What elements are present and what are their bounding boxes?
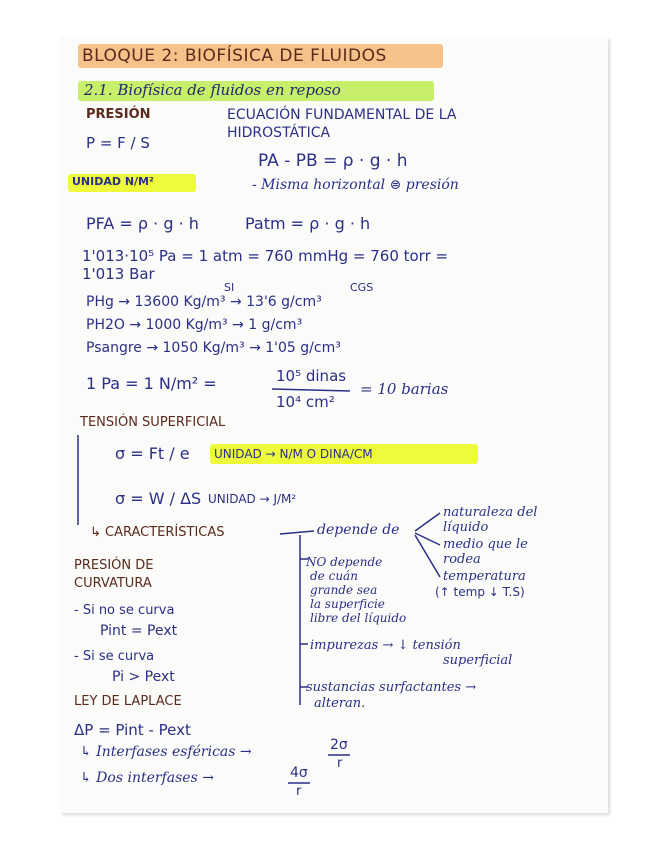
ecuacion-title-2: HIDROSTÁTICA: [227, 125, 331, 141]
surfactantes-1: sustancias surfactantes →: [306, 680, 477, 695]
tension-unit-1: UNIDAD → N/M O DINA/CM: [214, 447, 373, 461]
pa-numerator: 10⁵ dinas: [276, 367, 347, 385]
naturaleza-1: naturaleza del: [443, 505, 538, 520]
no-depende-1: NO depende: [306, 555, 383, 569]
curvatura-line-4: Pi > Pext: [112, 669, 175, 685]
naturaleza-2: líquido: [443, 520, 489, 535]
curvatura-label-1: PRESIÓN DE: [74, 558, 154, 573]
presion-unidad: UNIDAD N/M²: [72, 175, 154, 188]
density-sangre: Psangre → 1050 Kg/m³ → 1'05 g/cm³: [86, 340, 341, 356]
no-depende-2: de cuán: [310, 569, 358, 583]
atm-line-1: 1'013·10⁵ Pa = 1 atm = 760 mmHg = 760 torr =: [82, 247, 449, 265]
cgs-label: CGS: [350, 281, 374, 294]
impurezas-2: superficial: [443, 653, 513, 668]
ecuacion-title-1: ECUACIÓN FUNDAMENTAL DE LA: [227, 107, 457, 123]
density-h2o: PH2O → 1000 Kg/m³ → 1 g/cm³: [86, 317, 303, 333]
laplace-esfericas-num: 2σ: [330, 737, 348, 753]
laplace-dos: ↳ Dos interfases →: [80, 770, 214, 786]
density-hg: PHg → 13600 Kg/m³ → 13'6 g/cm³: [86, 294, 322, 310]
caracteristicas-label: ↳ CARACTERÍSTICAS: [90, 525, 225, 540]
pfa-formula: PFA = ρ · g · h: [86, 214, 199, 233]
laplace-esfericas: ↳ Interfases esféricas →: [80, 744, 252, 760]
medio-1: medio que le: [443, 537, 528, 552]
temperatura-1: temperatura: [443, 569, 526, 584]
medio-2: rodea: [443, 552, 481, 567]
pa-lhs: 1 Pa = 1 N/m² =: [86, 374, 217, 393]
ecuacion-formula: PA - PB = ρ · g · h: [258, 151, 408, 171]
atm-line-2: 1'013 Bar: [82, 265, 155, 283]
no-depende-3: grande sea: [310, 583, 378, 597]
ecuacion-note: - Misma horizontal ⊜ presión: [252, 177, 459, 193]
tension-formula-1: σ = Ft / e: [115, 444, 190, 463]
tension-unit-2: UNIDAD → J/M²: [208, 492, 297, 506]
laplace-label: LEY DE LAPLACE: [74, 694, 182, 709]
pa-rhs: = 10 barias: [360, 380, 449, 398]
pa-denominator: 10⁴ cm²: [276, 393, 335, 411]
no-depende-5: libre del líquido: [310, 611, 407, 625]
ink-strokes: [60, 37, 608, 813]
tension-label: TENSIÓN SUPERFICIAL: [80, 415, 226, 430]
si-label: SI: [224, 281, 235, 294]
notebook-page: [60, 37, 608, 813]
surfactantes-2: alteran.: [314, 696, 366, 711]
presion-label: PRESIÓN: [86, 107, 151, 122]
presion-formula: P = F / S: [86, 134, 150, 152]
section-subtitle: 2.1. Biofísica de fluidos en reposo: [84, 81, 341, 99]
depende-de: depende de: [317, 522, 400, 538]
laplace-dos-num: 4σ: [290, 765, 308, 781]
curvatura-line-1: - Si no se curva: [74, 603, 175, 618]
curvatura-label-2: CURVATURA: [74, 576, 152, 591]
impurezas: impurezas → ↓ tensión: [310, 638, 461, 653]
laplace-esfericas-den: r: [337, 756, 343, 771]
patm-formula: Patm = ρ · g · h: [245, 214, 371, 233]
page-title: BLOQUE 2: BIOFÍSICA DE FLUIDOS: [82, 46, 387, 66]
tension-formula-2: σ = W / ΔS: [115, 489, 202, 508]
laplace-dos-den: r: [296, 784, 302, 799]
facing-page-edge: [548, 0, 588, 776]
temperatura-2: (↑ temp ↓ T.S): [435, 585, 525, 599]
curvatura-line-3: - Si se curva: [74, 649, 155, 664]
curvatura-line-2: Pint = Pext: [100, 623, 178, 639]
laplace-formula: ΔP = Pint - Pext: [74, 721, 191, 739]
no-depende-4: la superficie: [310, 597, 385, 611]
